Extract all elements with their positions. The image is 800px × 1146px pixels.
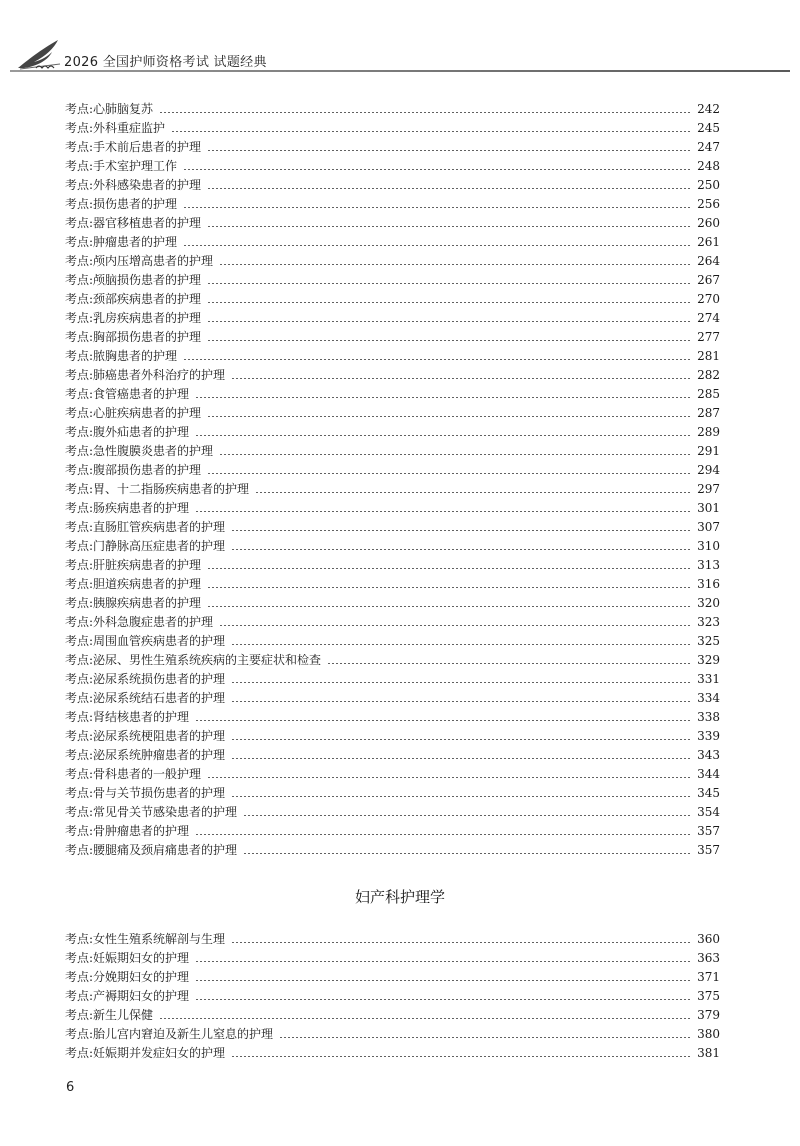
- toc-entry-page: 313: [697, 558, 720, 572]
- toc-entry[interactable]: [65, 290, 720, 309]
- toc-entry-title: 考点:腹部损伤患者的护理: [65, 463, 202, 477]
- toc-entry-page: 334: [697, 691, 720, 705]
- toc-entry-page: 242: [697, 102, 720, 116]
- toc-entry-title: 考点:颅脑损伤患者的护理: [65, 273, 202, 287]
- toc-entry[interactable]: [65, 949, 720, 968]
- toc-entry-page: 316: [697, 577, 720, 591]
- toc-entry[interactable]: [65, 1025, 720, 1044]
- toc-entry-title: 考点:常见骨关节感染患者的护理: [65, 805, 238, 819]
- toc-entry-page: 325: [697, 634, 720, 648]
- toc-entry[interactable]: [65, 784, 720, 803]
- toc-entry-title: 考点:泌尿、男性生殖系统疾病的主要症状和检查: [65, 653, 322, 667]
- dot-leader: [207, 340, 691, 341]
- toc-entry-page: 247: [697, 140, 720, 154]
- toc-entry-page: 357: [697, 824, 720, 838]
- toc-entry-title: 考点:颅内压增高患者的护理: [65, 254, 214, 268]
- dot-leader: [243, 815, 691, 816]
- toc-entry-page: 289: [697, 425, 720, 439]
- dot-leader: [231, 796, 691, 797]
- dot-leader: [207, 321, 691, 322]
- toc-entry[interactable]: [65, 214, 720, 233]
- dot-leader: [195, 511, 691, 512]
- toc-entry-title: 考点:泌尿系统梗阻患者的护理: [65, 729, 226, 743]
- toc-entry-title: 考点:胃、十二指肠疾病患者的护理: [65, 482, 250, 496]
- toc-entry[interactable]: [65, 930, 720, 949]
- toc-entry-title: 考点:泌尿系统损伤患者的护理: [65, 672, 226, 686]
- dot-leader: [219, 625, 691, 626]
- toc-entry-title: 考点:新生儿保健: [65, 1008, 154, 1022]
- dot-leader: [159, 112, 691, 113]
- toc-entry-title: 考点:肺癌患者外科治疗的护理: [65, 368, 226, 382]
- toc-entry-title: 考点:肠疾病患者的护理: [65, 501, 190, 515]
- toc-entry-title: 考点:腹外疝患者的护理: [65, 425, 190, 439]
- dot-leader: [231, 530, 691, 531]
- toc-entry-page: 363: [697, 951, 720, 965]
- toc-entry[interactable]: [65, 670, 720, 689]
- dot-leader: [207, 416, 691, 417]
- dot-leader: [327, 663, 691, 664]
- toc-entry[interactable]: [65, 252, 720, 271]
- dot-leader: [171, 131, 691, 132]
- toc-entry-page: 360: [697, 932, 720, 946]
- dot-leader: [207, 473, 691, 474]
- toc-entry[interactable]: [65, 157, 720, 176]
- toc-entry[interactable]: [65, 385, 720, 404]
- toc-entry-title: 考点:心肺脑复苏: [65, 102, 154, 116]
- dot-leader: [231, 549, 691, 550]
- toc-entry[interactable]: [65, 195, 720, 214]
- toc-entry-page: 379: [697, 1008, 720, 1022]
- toc-entry[interactable]: [65, 518, 720, 537]
- toc-entry-page: 261: [697, 235, 720, 249]
- toc-entry-page: 260: [697, 216, 720, 230]
- toc-entry[interactable]: [65, 556, 720, 575]
- dot-leader: [207, 150, 691, 151]
- toc-entry-page: 274: [697, 311, 720, 325]
- toc-entry-title: 考点:妊娠期并发症妇女的护理: [65, 1046, 226, 1060]
- toc-entry-page: 248: [697, 159, 720, 173]
- toc-entry-page: 345: [697, 786, 720, 800]
- toc-entry-title: 考点:颈部疾病患者的护理: [65, 292, 202, 306]
- toc-entry-title: 考点:外科重症监护: [65, 121, 166, 135]
- toc-entry-title: 考点:胎儿宫内窘迫及新生儿窒息的护理: [65, 1027, 274, 1041]
- toc-entry[interactable]: [65, 841, 720, 860]
- toc-entry-page: 371: [697, 970, 720, 984]
- toc-entry[interactable]: [65, 613, 720, 632]
- toc-entry-page: 339: [697, 729, 720, 743]
- toc-entry[interactable]: [65, 537, 720, 556]
- toc-entry-title: 考点:骨肿瘤患者的护理: [65, 824, 190, 838]
- toc-entry-title: 考点:腰腿痛及颈肩痛患者的护理: [65, 843, 238, 857]
- toc-entry-title: 考点:产褥期妇女的护理: [65, 989, 190, 1003]
- dot-leader: [159, 1018, 691, 1019]
- toc-entry-title: 考点:食管癌患者的护理: [65, 387, 190, 401]
- toc-entry[interactable]: [65, 423, 720, 442]
- toc-entry-title: 考点:外科急腹症患者的护理: [65, 615, 214, 629]
- dot-leader: [183, 169, 691, 170]
- toc-entry-page: 381: [697, 1046, 720, 1060]
- toc-entry-title: 考点:损伤患者的护理: [65, 197, 178, 211]
- toc-entry-title: 考点:乳房疾病患者的护理: [65, 311, 202, 325]
- toc-entry[interactable]: [65, 803, 720, 822]
- dot-leader: [207, 188, 691, 189]
- toc-entry[interactable]: [65, 100, 720, 119]
- toc-entry[interactable]: [65, 1006, 720, 1025]
- toc-entry-page: 320: [697, 596, 720, 610]
- toc-entry-title: 考点:脓胸患者的护理: [65, 349, 178, 363]
- toc-entry-title: 考点:骨与关节损伤患者的护理: [65, 786, 226, 800]
- toc-entry-title: 考点:泌尿系统结石患者的护理: [65, 691, 226, 705]
- toc-entry-page: 331: [697, 672, 720, 686]
- dot-leader: [207, 606, 691, 607]
- dot-leader: [231, 701, 691, 702]
- toc-entry[interactable]: [65, 119, 720, 138]
- toc-entry-title: 考点:手术室护理工作: [65, 159, 178, 173]
- page-number: 6: [66, 1080, 75, 1095]
- toc-entry-page: 250: [697, 178, 720, 192]
- toc-entry-page: 307: [697, 520, 720, 534]
- toc-entry[interactable]: [65, 176, 720, 195]
- toc-entry[interactable]: [65, 822, 720, 841]
- toc-entry[interactable]: [65, 987, 720, 1006]
- dot-leader: [231, 739, 691, 740]
- toc-entry-page: 301: [697, 501, 720, 515]
- dot-leader: [207, 568, 691, 569]
- dot-leader: [195, 980, 691, 981]
- dot-leader: [207, 283, 691, 284]
- toc-entry-page: 375: [697, 989, 720, 1003]
- toc-entry-page: 310: [697, 539, 720, 553]
- toc-entry[interactable]: [65, 366, 720, 385]
- dot-leader: [207, 302, 691, 303]
- toc-entry-page: 380: [697, 1027, 720, 1041]
- toc-entry-page: 329: [697, 653, 720, 667]
- toc-entry-title: 考点:外科感染患者的护理: [65, 178, 202, 192]
- toc-entry-title: 考点:胆道疾病患者的护理: [65, 577, 202, 591]
- toc-entry-title: 考点:门静脉高压症患者的护理: [65, 539, 226, 553]
- toc-entry-title: 考点:肿瘤患者的护理: [65, 235, 178, 249]
- dot-leader: [195, 834, 691, 835]
- toc-entry[interactable]: [65, 968, 720, 987]
- toc-entry-title: 考点:急性腹膜炎患者的护理: [65, 444, 214, 458]
- dot-leader: [231, 644, 691, 645]
- toc-entry-page: 285: [697, 387, 720, 401]
- toc-entry-title: 考点:女性生殖系统解剖与生理: [65, 932, 226, 946]
- toc-entry-page: 344: [697, 767, 720, 781]
- toc-entry[interactable]: [65, 499, 720, 518]
- toc-entry[interactable]: [65, 651, 720, 670]
- toc-entry-page: 281: [697, 349, 720, 363]
- toc-entry-title: 考点:心脏疾病患者的护理: [65, 406, 202, 420]
- section-heading: 妇产科护理学: [354, 888, 445, 906]
- dot-leader: [195, 720, 691, 721]
- page-header: [0, 0, 800, 80]
- toc-entry-title: 考点:器官移植患者的护理: [65, 216, 202, 230]
- header-divider: [10, 70, 790, 72]
- toc-entry[interactable]: [65, 461, 720, 480]
- toc-entry[interactable]: [65, 138, 720, 157]
- toc-entry[interactable]: [65, 708, 720, 727]
- dot-leader: [195, 397, 691, 398]
- dot-leader: [219, 454, 691, 455]
- dot-leader: [279, 1037, 691, 1038]
- toc-entry-title: 考点:分娩期妇女的护理: [65, 970, 190, 984]
- toc-entry-title: 考点:手术前后患者的护理: [65, 140, 202, 154]
- dot-leader: [255, 492, 691, 493]
- dot-leader: [183, 207, 691, 208]
- toc-entry[interactable]: [65, 442, 720, 461]
- toc-entry-page: 357: [697, 843, 720, 857]
- dot-leader: [195, 999, 691, 1000]
- toc-section-obstetrics: [65, 930, 720, 1063]
- toc-entry[interactable]: [65, 347, 720, 366]
- toc-entry-title: 考点:肾结核患者的护理: [65, 710, 190, 724]
- toc-entry[interactable]: [65, 727, 720, 746]
- toc-entry-page: 287: [697, 406, 720, 420]
- dot-leader: [195, 435, 691, 436]
- toc-entry-page: 338: [697, 710, 720, 724]
- dot-leader: [183, 359, 691, 360]
- dot-leader: [231, 1056, 691, 1057]
- toc-section-surgical: [65, 100, 720, 860]
- dot-leader: [195, 961, 691, 962]
- toc-entry[interactable]: [65, 1044, 720, 1063]
- toc-entry-page: 343: [697, 748, 720, 762]
- toc-entry[interactable]: [65, 328, 720, 347]
- toc-entry[interactable]: [65, 404, 720, 423]
- toc-entry-title: 考点:骨科患者的一般护理: [65, 767, 202, 781]
- toc-entry[interactable]: [65, 233, 720, 252]
- toc-entry-page: 323: [697, 615, 720, 629]
- dot-leader: [243, 853, 691, 854]
- toc-entry[interactable]: [65, 765, 720, 784]
- dot-leader: [219, 264, 691, 265]
- toc-entry-page: 354: [697, 805, 720, 819]
- toc-entry[interactable]: [65, 632, 720, 651]
- toc-entry-title: 考点:肝脏疾病患者的护理: [65, 558, 202, 572]
- toc-entry-page: 256: [697, 197, 720, 211]
- toc-entry-title: 考点:泌尿系统肿瘤患者的护理: [65, 748, 226, 762]
- dot-leader: [231, 942, 691, 943]
- toc-entry[interactable]: [65, 480, 720, 499]
- toc-entry-page: 270: [697, 292, 720, 306]
- dot-leader: [231, 378, 691, 379]
- toc-entry-page: 267: [697, 273, 720, 287]
- dot-leader: [231, 758, 691, 759]
- dot-leader: [183, 245, 691, 246]
- toc-entry-page: 297: [697, 482, 720, 496]
- toc-entry[interactable]: [65, 309, 720, 328]
- toc-entry-title: 考点:周围血管疾病患者的护理: [65, 634, 226, 648]
- dot-leader: [207, 226, 691, 227]
- toc-entry-title: 考点:胸部损伤患者的护理: [65, 330, 202, 344]
- toc-entry-page: 245: [697, 121, 720, 135]
- dot-leader: [207, 777, 691, 778]
- toc-entry[interactable]: [65, 689, 720, 708]
- toc-entry-page: 294: [697, 463, 720, 477]
- toc-entry-title: 考点:胰腺疾病患者的护理: [65, 596, 202, 610]
- toc-entry-page: 291: [697, 444, 720, 458]
- dot-leader: [231, 682, 691, 683]
- toc-entry-page: 277: [697, 330, 720, 344]
- feather-quill-logo-icon: [14, 38, 66, 72]
- toc-entry-title: 考点:直肠肛管疾病患者的护理: [65, 520, 226, 534]
- toc-entry[interactable]: [65, 594, 720, 613]
- toc-entry-page: 264: [697, 254, 720, 268]
- toc-entry[interactable]: [65, 575, 720, 594]
- book-title: 2026 全国护师资格考试 试题经典: [64, 55, 267, 70]
- toc-entry-title: 考点:妊娠期妇女的护理: [65, 951, 190, 965]
- dot-leader: [207, 587, 691, 588]
- toc-entry[interactable]: [65, 746, 720, 765]
- toc-entry-page: 282: [697, 368, 720, 382]
- toc-entry[interactable]: [65, 271, 720, 290]
